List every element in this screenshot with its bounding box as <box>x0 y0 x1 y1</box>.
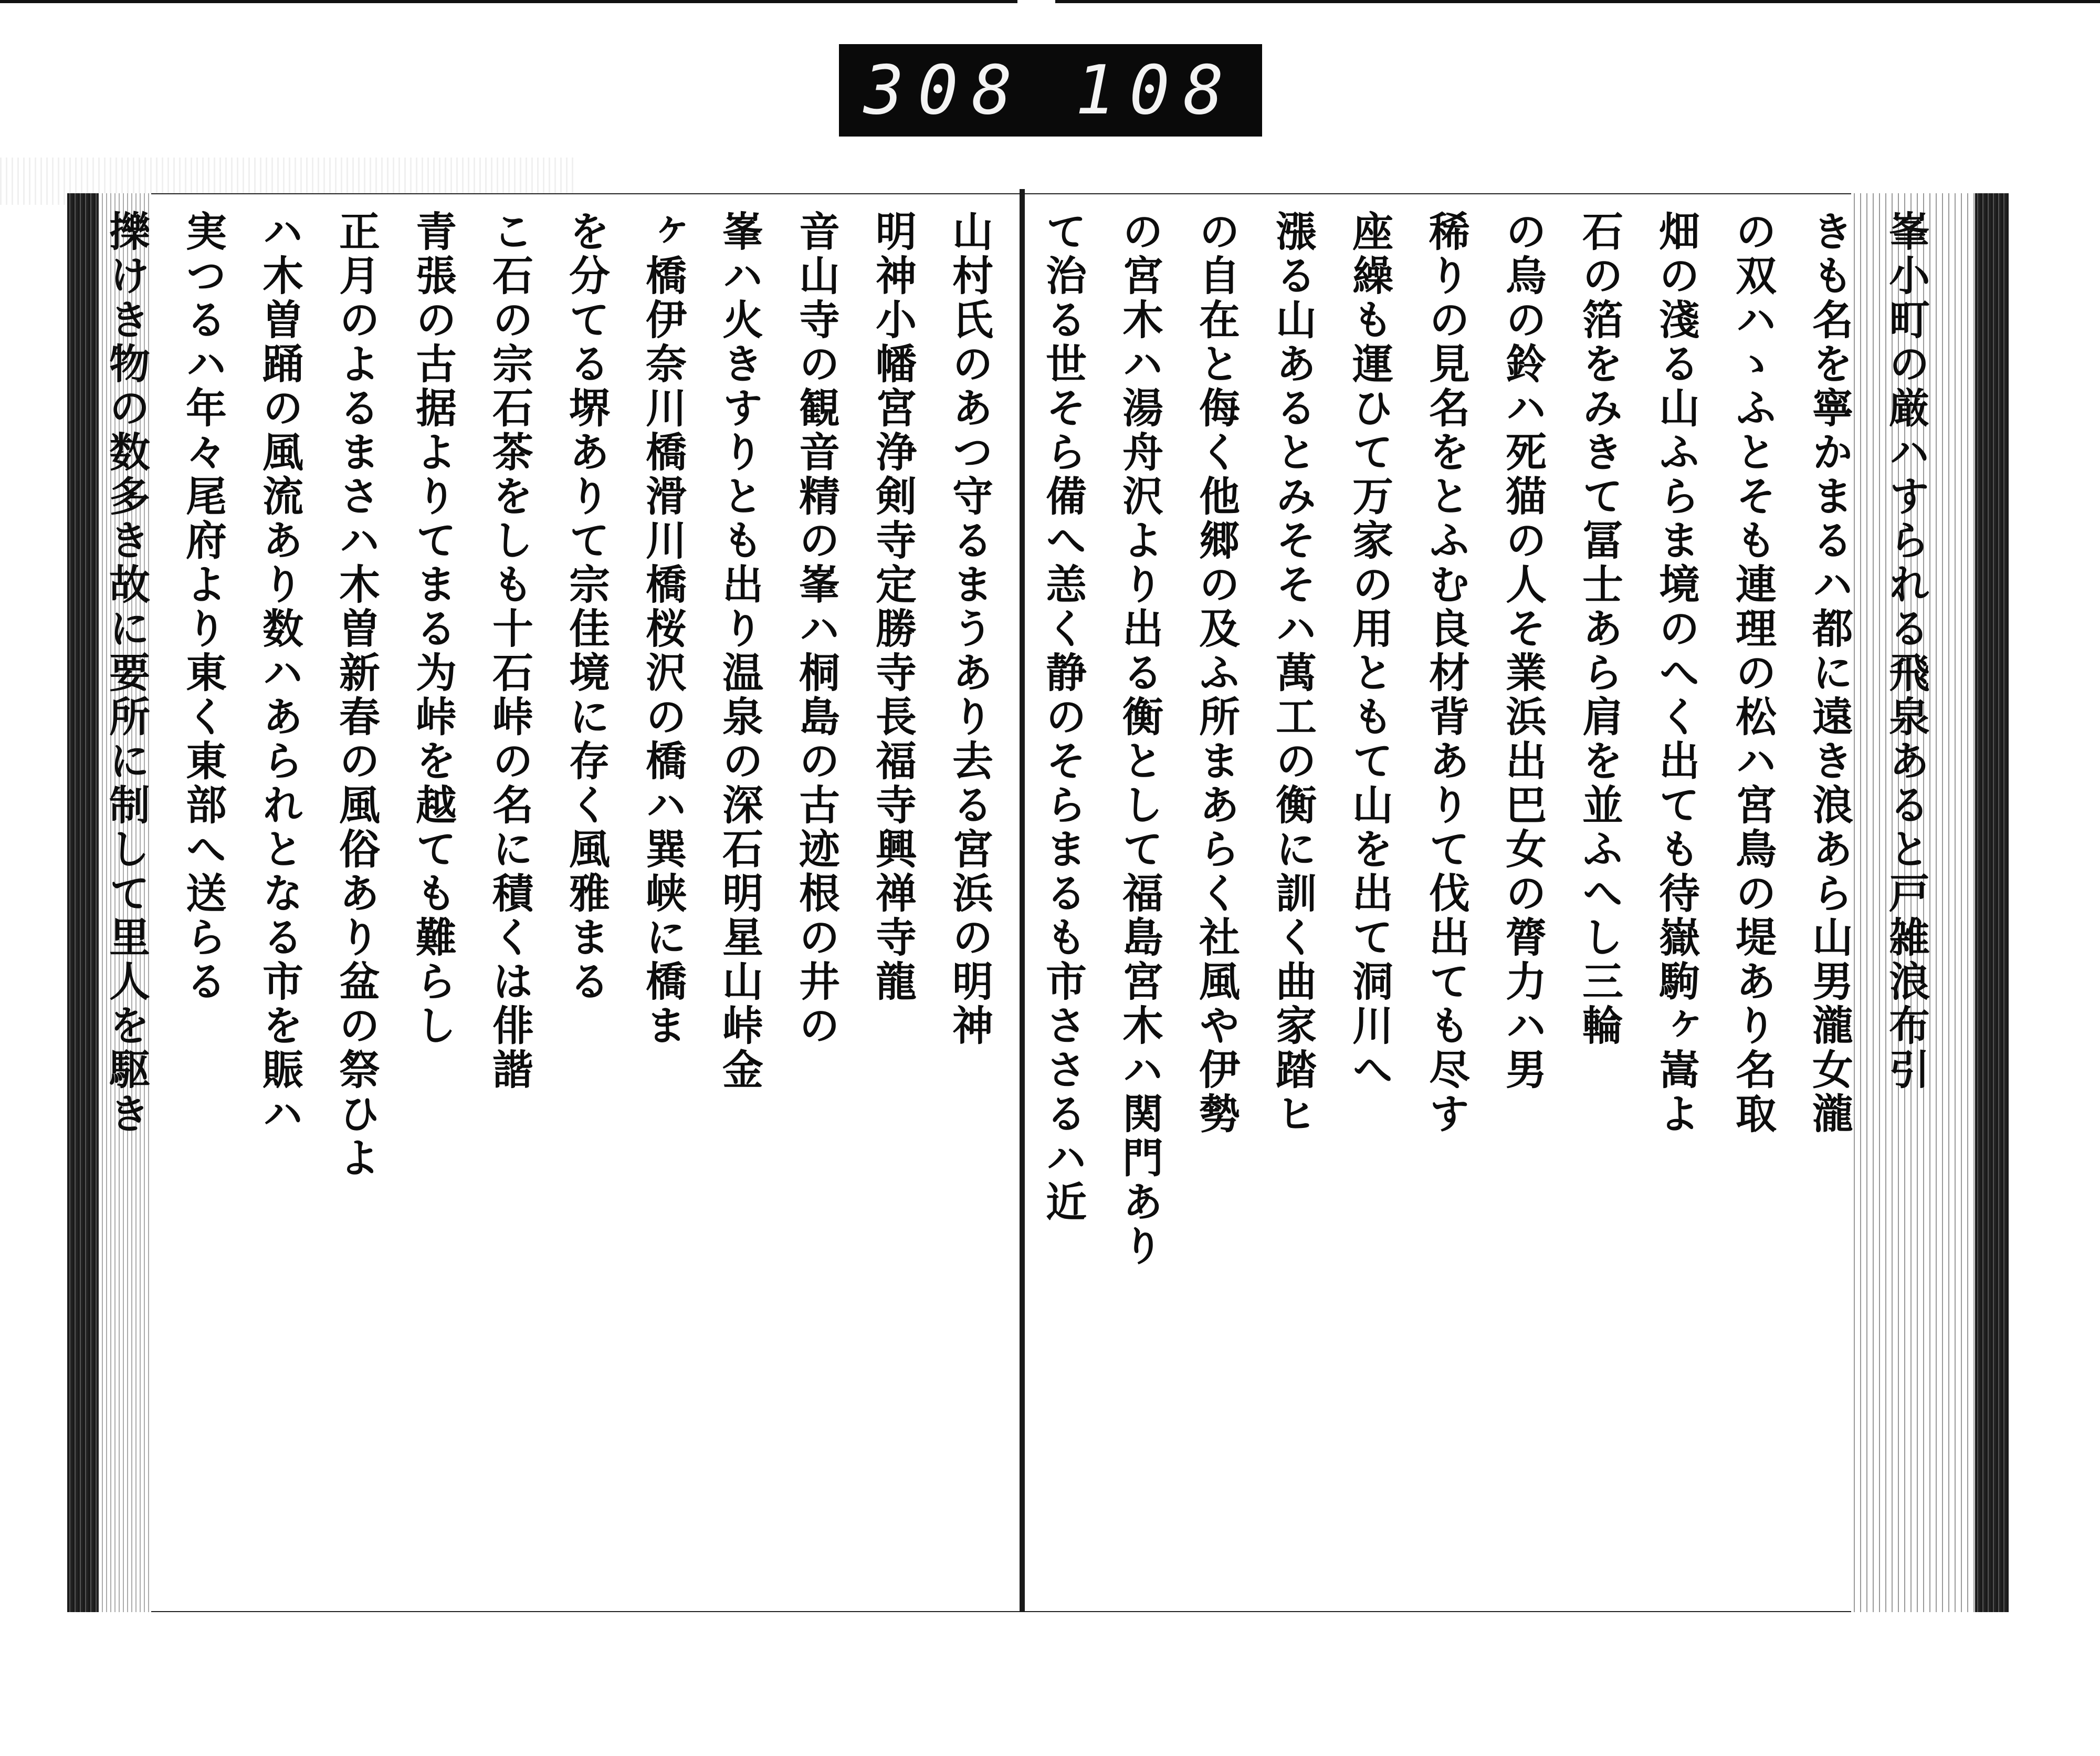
text-column: 青張の古据よりてまる为峠を越ても難らし <box>409 210 457 1048</box>
frame-number: 308 <box>863 51 1026 130</box>
text-column: 漲る山あるとみそそハ萬工の衡に訓く曲家踏ヒ <box>1269 210 1317 1136</box>
page-number: 108 <box>1075 51 1238 130</box>
right-book-edge <box>1975 193 2009 1612</box>
text-column: ヶ橋伊奈川橋滑川橋桜沢の橋ハ巽峡に橋ま <box>639 210 687 1048</box>
text-column: の自在と侮く他郷の及ふ所まあらく社風や伊勢 <box>1192 210 1240 1136</box>
text-column: 稀りの見名をとふむ良材背ありて伐出ても尽す <box>1422 210 1470 1136</box>
text-column: の烏の鈴ハ死猫の人そ業浜出巴女の膂力ハ男 <box>1499 210 1547 1092</box>
top-rule-left <box>0 0 1017 3</box>
text-column: 峯ハ火きすりとも出り温泉の深石明星山峠金 <box>716 210 763 1092</box>
text-column: 畑の淺る山ふらま境のへく出ても待嶽駒ヶ嵩よ <box>1652 210 1700 1136</box>
text-column: 音山寺の観音精の峯ハ桐島の古迹根の井の <box>792 210 840 1048</box>
text-column: 石の箔をみきて冨士あら肩を並ふへし三輪 <box>1576 210 1623 1048</box>
text-column: 明神小幡宮浄剣寺定勝寺長福寺興禅寺龍 <box>869 210 917 1004</box>
left-page-text <box>102 210 1006 1575</box>
text-column: て治る世そら備へ恙く静のそらまるも市ささるハ近 <box>1039 210 1087 1225</box>
text-column: きも名を寧かまるハ都に遠き浪あら山男瀧女瀧 <box>1805 210 1853 1136</box>
text-column: を分てる堺ありて宗佳境に存く風雅まる <box>562 210 610 1004</box>
text-column: 座繰も運ひて万家の用ともて山を出て洞川へ <box>1346 210 1393 1092</box>
text-column: こ石の宗石茶をしも十石峠の名に積くは俳諧 <box>486 210 533 1092</box>
text-column: の双ハゝふとそも連理の松ハ宮鳥の堤あり名取 <box>1729 210 1777 1136</box>
right-page-text <box>1024 210 1942 1575</box>
text-column: 正月のよるまさハ木曽新春の風俗あり盆の祭ひよ <box>332 210 380 1180</box>
text-column: 山村氏のあつ守るまうあり去る宮浜の明神 <box>946 210 993 1048</box>
text-column: 擽けき物の数多き故に要所に制して里人を駆き <box>102 210 150 1136</box>
frame-counter <box>839 44 1262 137</box>
top-rule-right <box>1055 0 2100 3</box>
text-column: 実つるハ年々尾府より東く東部へ送らる <box>179 210 227 1004</box>
text-column: 峯小町の厳ハすられる飛泉あると戸雑浪布引 <box>1882 210 1930 1092</box>
text-column: の宮木ハ湯舟沢より出る衡として福島宮木ハ関門あり <box>1116 210 1163 1269</box>
text-column: ハ木曽踊の風流あり数ハあられとなる市を賑ハ <box>256 210 303 1136</box>
